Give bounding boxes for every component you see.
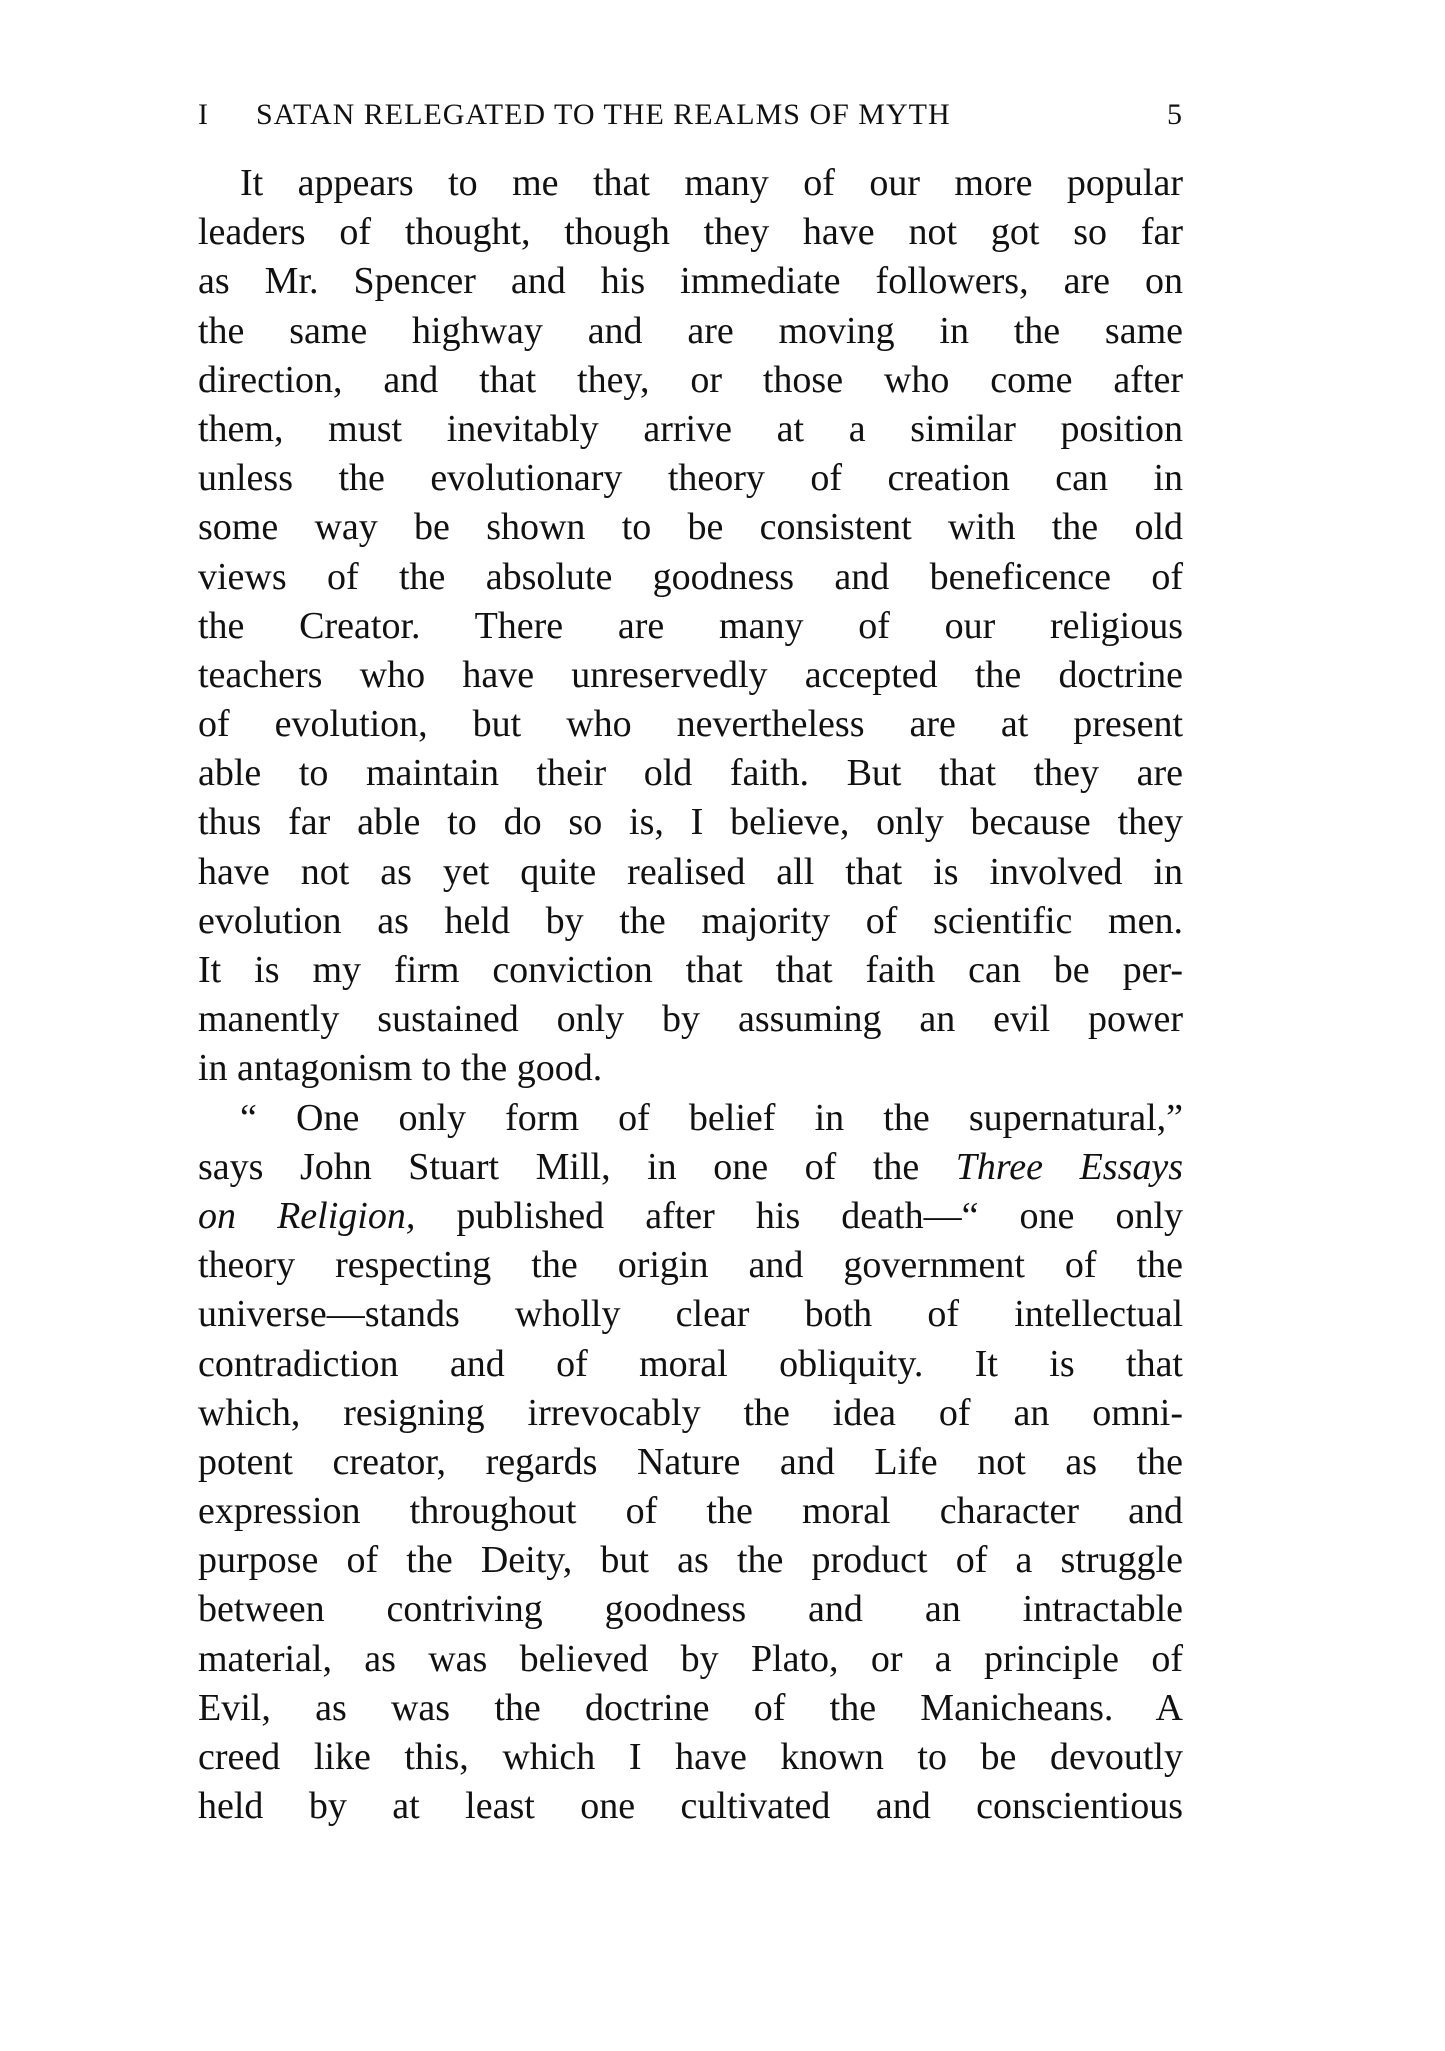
- paragraph-2-continued: [198, 1241, 1183, 1831]
- text-run: published after his death—“ one only: [415, 1194, 1183, 1237]
- text-line: as Mr. Spencer and his immediate followers, are on: [198, 260, 1183, 303]
- text-line: universe—stands wholly clear both of intellectual: [198, 1293, 1183, 1336]
- text-line: which, resigning irrevocably the idea of an omni-: [198, 1391, 1183, 1434]
- text-line: of evolution, but who nevertheless are at present: [198, 703, 1183, 746]
- text-line: purpose of the Deity, but as the product of a struggle: [198, 1539, 1183, 1582]
- book-title-italic: Three Essays: [955, 1145, 1184, 1188]
- paragraph-2: [198, 1094, 1183, 1832]
- text-line: [198, 1192, 1183, 1241]
- text-line: creed like this, which I have known to be devoutly: [198, 1736, 1183, 1778]
- text-line: the Creator. There are many of our religious: [198, 604, 1183, 647]
- text-line: It is my firm conviction that that faith can be per-: [198, 949, 1183, 991]
- text-line: potent creator, regards Nature and Life not as the: [198, 1440, 1183, 1483]
- text-line: Evil, as was the doctrine of the Manicheans. A: [198, 1686, 1183, 1729]
- page-number: 5: [1167, 98, 1183, 131]
- text-line: contradiction and of moral obliquity. It is that: [198, 1342, 1183, 1385]
- text-line: “ One only form of belief in the supernatural,”: [240, 1096, 1183, 1139]
- text-line: evolution as held by the majority of scientific men.: [198, 899, 1183, 942]
- book-page: [198, 95, 1183, 1831]
- text-line: manently sustained only by assuming an evil power: [198, 998, 1183, 1041]
- chapter-number: I: [198, 98, 209, 131]
- text-line: material, as was believed by Plato, or a principle of: [198, 1637, 1183, 1680]
- text-line: expression throughout of the moral character and: [198, 1490, 1183, 1533]
- text-line: the same highway and are moving in the same: [198, 309, 1183, 352]
- text-line: some way be shown to be consistent with the old: [198, 506, 1183, 549]
- text-line: able to maintain their old faith. But that they are: [198, 752, 1183, 795]
- text-line: leaders of thought, though they have not got so far: [198, 211, 1183, 254]
- text-line: have not as yet quite realised all that is involved in: [198, 850, 1183, 893]
- text-line: thus far able to do so is, I believe, only because they: [198, 801, 1183, 844]
- running-head: [198, 95, 1183, 135]
- body-text: [198, 159, 1183, 1831]
- text-line: views of the absolute goodness and beneficence of: [198, 555, 1183, 598]
- running-head-title: SATAN RELEGATED TO THE REALMS OF MYTH: [256, 98, 951, 131]
- text-line: held by at least one cultivated and conscientious: [198, 1785, 1183, 1828]
- text-run: says John Stuart Mill, in one of the: [198, 1145, 956, 1188]
- text-line: [198, 1143, 1183, 1192]
- text-line: teachers who have unreservedly accepted the doctrine: [198, 653, 1183, 696]
- paragraph-1: [198, 159, 1183, 1094]
- text-line: It appears to me that many of our more popular: [240, 162, 1183, 204]
- book-title-italic: on Religion,: [198, 1194, 416, 1237]
- text-line: them, must inevitably arrive at a similar position: [198, 407, 1183, 450]
- text-line: direction, and that they, or those who come after: [198, 358, 1183, 401]
- text-line: theory respecting the origin and government of the: [198, 1244, 1183, 1287]
- text-line: unless the evolutionary theory of creation can in: [198, 457, 1183, 500]
- text-line: between contriving goodness and an intractable: [198, 1588, 1183, 1631]
- text-line: in antagonism to the good.: [198, 1047, 603, 1090]
